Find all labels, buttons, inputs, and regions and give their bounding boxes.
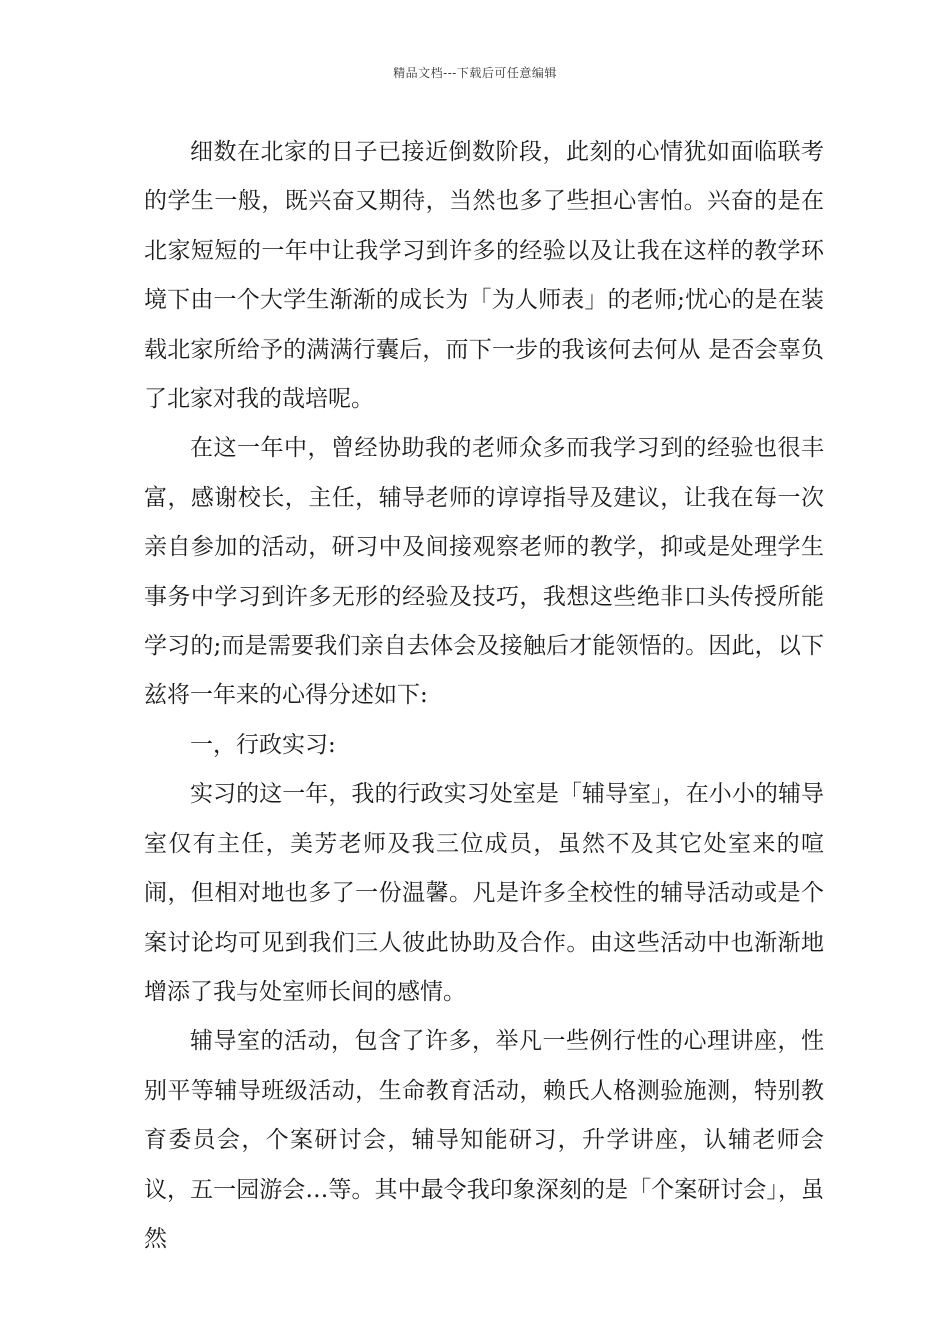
paragraph-gratitude: 在这一年中，曾经协助我的老师众多而我学习到的经验也很丰富，感谢校长，主任，辅导老师的谆谆指导及建议，让我在每一次亲自参加的活动，研习中及间接观察老师的教学，抑或是处理学生事务中学习到许多无形的经验及技巧，我想这些绝非口头传授所能学习的;而是需要我们亲自去体会及接触后才能领悟的。因此，以下兹将一年来的心得分述如下: — [144, 435, 824, 709]
paragraph-counseling-activities: 辅导室的活动，包含了许多，举凡一些例行性的心理讲座，性别平等辅导班级活动，生命教育活动，赖氏人格测验施测，特别教育委员会，个案研讨会，辅导知能研习，升学讲座，认辅老师会议，五一园游会…等。其中最令我印象深刻的是「个案研讨会」，虽然 — [144, 1028, 824, 1252]
page-header: 精品文档---下载后可任意编辑 — [393, 66, 557, 80]
section-heading-admin-internship: 一，行政实习: — [190, 731, 336, 758]
paragraph-counseling-office: 实习的这一年，我的行政实习处室是「辅导室」，在小小的辅导室仅有主任，美芳老师及我三位成员，虽然不及其它处室来的喧闹，但相对地也多了一份温馨。凡是许多全校性的辅导活动或是个案讨论均可见到我们三人彼此协助及合作。由这些活动中也渐渐地增添了我与处室师长间的感情。 — [144, 781, 824, 1005]
paragraph-intro: 细数在北家的日子已接近倒数阶段，此刻的心情犹如面临联考的学生一般，既兴奋又期待，当然也多了些担心害怕。兴奋的是在北家短短的一年中让我学习到许多的经验以及让我在这样的教学环境下由一个大学生渐渐的成长为「为人师表」的老师;忧心的是在装载北家所给予的满满行囊后，而下一步的我该何去何从 是否会辜负了北家对我的哉培呢。 — [144, 139, 824, 413]
document-body — [144, 128, 824, 1264]
